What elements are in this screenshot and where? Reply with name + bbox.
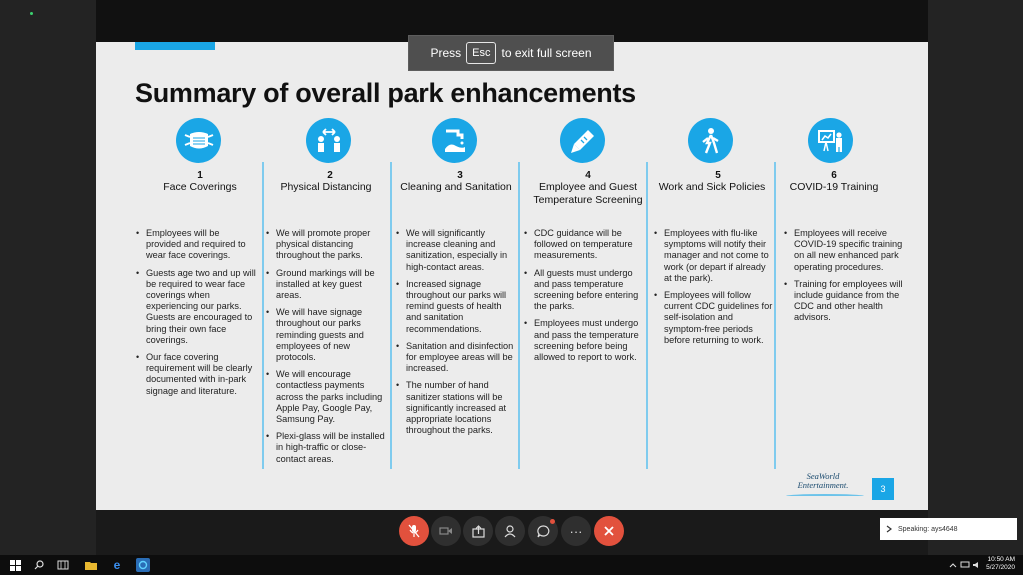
column-heading: Cleaning and Sanitation bbox=[400, 181, 512, 193]
brand-logo bbox=[782, 472, 864, 490]
page-number-badge: 3 bbox=[872, 478, 894, 500]
column-covid-training bbox=[784, 118, 912, 468]
chevron-right-icon bbox=[886, 525, 892, 533]
bullet-list bbox=[524, 228, 644, 369]
bullet-item: • All guests must undergo and pass temperature screening before entering the parks. bbox=[524, 268, 644, 313]
microphone-icon bbox=[408, 524, 420, 538]
edge-browser-icon[interactable]: e bbox=[113, 558, 121, 572]
bullet-list bbox=[396, 228, 516, 442]
close-icon bbox=[603, 525, 615, 537]
bullet-item: • Employees will receive COVID-19 specific training on all new enhanced park operating procedures. bbox=[784, 228, 904, 273]
video-button[interactable] bbox=[431, 516, 461, 546]
chat-button[interactable] bbox=[528, 516, 558, 546]
bullet-list bbox=[654, 228, 774, 352]
column-face-coverings bbox=[136, 118, 264, 468]
brand-line-2: Entertainment. bbox=[797, 480, 849, 490]
slide-title: Summary of overall park enhancements bbox=[135, 78, 636, 108]
bullet-item: • Plexi-glass will be installed in high-traffic or close-contact areas. bbox=[266, 431, 386, 465]
column-divider bbox=[646, 162, 648, 469]
bullet-item: • Training for employees will include guidance from the CDC and other health advisors. bbox=[784, 279, 904, 324]
column-number: 3 bbox=[457, 170, 463, 181]
share-icon bbox=[472, 525, 485, 538]
file-explorer-icon[interactable] bbox=[84, 558, 98, 572]
system-clock[interactable] bbox=[986, 556, 1015, 572]
clock-date: 5/27/2020 bbox=[986, 564, 1015, 571]
search-icon[interactable] bbox=[32, 558, 46, 572]
left-gutter bbox=[0, 0, 96, 555]
face-mask-icon bbox=[176, 118, 221, 163]
meeting-controls bbox=[96, 510, 928, 555]
bullet-item: • We will encourage contactless payments across the parks including Apple Pay, Google Pay, Samsung Pay. bbox=[266, 369, 386, 425]
chat-notification-dot bbox=[550, 519, 555, 524]
bullet-list bbox=[266, 228, 386, 471]
speaking-indicator[interactable] bbox=[880, 518, 1017, 540]
column-number: 1 bbox=[197, 170, 203, 181]
taskbar bbox=[0, 555, 1023, 575]
clock-time: 10:50 AM bbox=[987, 556, 1015, 563]
end-call-button[interactable] bbox=[594, 516, 624, 546]
bullet-item: • Sanitation and disinfection for employee areas will be increased. bbox=[396, 341, 516, 375]
column-heading: Employee and Guest Temperature Screening bbox=[533, 181, 643, 206]
bullet-item: • We will promote proper physical distancing throughout the parks. bbox=[266, 228, 386, 262]
bullet-list bbox=[136, 228, 256, 403]
bullet-item: • We will have signage throughout our parks reminding guests and employees of new protocols. bbox=[266, 307, 386, 363]
presentation-icon bbox=[808, 118, 853, 163]
column-divider bbox=[518, 162, 520, 469]
thermometer-icon bbox=[560, 118, 605, 163]
column-divider bbox=[774, 162, 776, 469]
speaking-label: Speaking: ays4648 bbox=[898, 525, 958, 533]
column-heading: Face Coverings bbox=[163, 181, 237, 193]
bullet-item: • Ground markings will be installed at key guest areas. bbox=[266, 268, 386, 302]
participants-button[interactable] bbox=[495, 516, 525, 546]
right-gutter bbox=[928, 0, 1023, 555]
brand-line-1: SeaWorld bbox=[806, 471, 840, 481]
column-temperature-screening bbox=[524, 118, 652, 468]
slide bbox=[96, 42, 928, 510]
esc-key: Esc bbox=[466, 42, 496, 64]
more-icon: ··· bbox=[569, 523, 583, 539]
bullet-item: • CDC guidance will be followed on temperature measurements. bbox=[524, 228, 644, 262]
column-cleaning-sanitation bbox=[396, 118, 524, 468]
webex-app-icon[interactable] bbox=[136, 558, 150, 572]
toast-text-before: Press bbox=[430, 46, 462, 60]
windows-start-icon[interactable] bbox=[8, 558, 22, 572]
person-icon bbox=[504, 525, 516, 538]
bullet-item: • Employees will follow current CDC guidelines for self-isolation and symptom-free periods before returning to work. bbox=[654, 290, 774, 346]
column-work-sick-policies bbox=[654, 118, 782, 468]
toast-text-after: to exit full screen bbox=[501, 46, 592, 60]
share-button[interactable] bbox=[463, 516, 493, 546]
more-options-button[interactable] bbox=[561, 516, 591, 546]
bullet-item: • Our face covering requirement will be clearly documented with in-park signage and literature. bbox=[136, 352, 256, 397]
distancing-icon bbox=[306, 118, 351, 163]
hand-wash-icon bbox=[432, 118, 477, 163]
status-dot bbox=[30, 12, 33, 15]
bullet-list bbox=[784, 228, 904, 330]
mute-microphone-button[interactable] bbox=[399, 516, 429, 546]
bullet-item: • Guests age two and up will be required to wear face coverings when experiencing our parks. Guests are encouraged to bring their own face coverings. bbox=[136, 268, 256, 346]
fullscreen-toast bbox=[408, 35, 614, 71]
column-heading: COVID-19 Training bbox=[789, 181, 879, 193]
bullet-item: • Employees with flu-like symptoms will notify their manager and not come to work (or depart if already at the park). bbox=[654, 228, 774, 284]
walking-person-icon bbox=[688, 118, 733, 163]
column-number: 6 bbox=[831, 170, 837, 181]
chat-bubble-icon bbox=[537, 525, 550, 538]
task-view-icon[interactable] bbox=[56, 558, 70, 572]
column-physical-distancing bbox=[266, 118, 394, 468]
column-divider bbox=[262, 162, 264, 469]
column-heading: Work and Sick Policies bbox=[658, 181, 766, 193]
bullet-item: • Employees must undergo and pass the temperature screening before being allowed to report to work. bbox=[524, 318, 644, 363]
bullet-item: • We will significantly increase cleaning and sanitization, especially in high-contact areas. bbox=[396, 228, 516, 273]
bullet-item: • Employees will be provided and required to wear face coverings. bbox=[136, 228, 256, 262]
column-heading: Physical Distancing bbox=[280, 181, 372, 193]
volume-icon[interactable] bbox=[970, 558, 984, 572]
slide-accent-bar bbox=[135, 42, 215, 50]
column-divider bbox=[390, 162, 392, 469]
column-number: 2 bbox=[327, 170, 333, 181]
column-number: 5 bbox=[715, 170, 721, 181]
column-number: 4 bbox=[585, 170, 591, 181]
camera-off-icon bbox=[439, 526, 453, 536]
brand-swoosh bbox=[786, 494, 864, 498]
bullet-item: • The number of hand sanitizer stations will be significantly increased at appropriate locations throughout the parks. bbox=[396, 380, 516, 436]
bullet-item: • Increased signage throughout our parks will remind guests of health and sanitation recommendations. bbox=[396, 279, 516, 335]
